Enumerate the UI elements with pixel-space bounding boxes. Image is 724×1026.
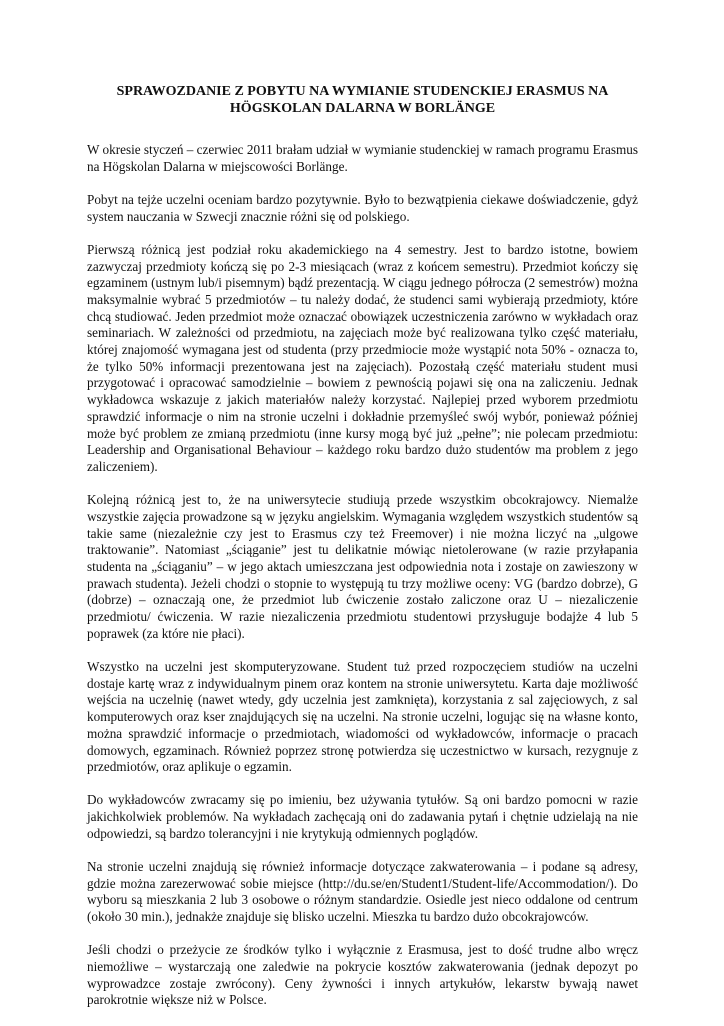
paragraph-foreign-students: Kolejną różnicą jest to, że na uniwersytecie studiują przede wszystkim obcokrajowcy. Niemalże wszystkie zajęcia prowadzone są w języku angielskim. Wymagania względem wszystkich studentów są takie same (niezależnie czy jest to Erasmus czy też Freemover) i nie można liczyć na „ulgowe traktowanie”. Natomiast „ściąganie” jest tu delikatnie mówiąc nietolerowane (w razie przyłapania studenta na „ściąganiu” – w jego aktach umieszczana jest odpowiednia nota i zostaje on zawieszony w prawach studenta). Jeżeli chodzi o stopnie to występują tu trzy możliwe oceny: VG (bardzo dobrze), G (dobrze) – oznaczają one, że przedmiot lub ćwiczenie zostało zaliczone oraz U – niezaliczenie przedmiotu/ ćwiczenia. W razie niezaliczenia przedmiotu studentowi przysługuje bodajże 4 lub 5 poprawek (za które nie płaci). (87, 492, 638, 641)
title-line-1: SPRAWOZDANIE Z POBYTU NA WYMIANIE STUDENCKIEJ ERASMUS NA (116, 84, 609, 99)
document-body (87, 84, 638, 1026)
paragraph-assessment: Pobyt na tejże uczelni oceniam bardzo pozytywnie. Było to bezwątpienia ciekawe doświadczenie, gdyż system nauczania w Szwecji znacznie różni się od polskiego. (87, 191, 638, 224)
paragraph-computerization: Wszystko na uczelni jest skomputeryzowane. Student tuż przed rozpoczęciem studiów na uczelni dostaje kartę wraz z indywidualnym pinem oraz kontem na stronie uniwersytetu. Karta daje możliwość wejścia na uczelnię (nawet wtedy, gdy uczelnia jest zamknięta), korzystania z sal zajęciowych, z sal komputerowych oraz kser znajdujących się na uczelni. Na stronie uczelni, logując się na własne konto, można sprawdzić informacje o przedmiotach, wiadomości od wykładowców, informacje o pracach domowych, egzaminach. Również poprzez stronę potwierdza się uczestnictwo w kursach, rezygnuje z przedmiotów, oraz aplikuje o egzamin. (87, 658, 638, 775)
paragraph-costs: Jeśli chodzi o przeżycie ze środków tylko i wyłącznie z Erasmusa, jest to dość trudne albo wręcz niemożliwe – wystarczają one zaledwie na pokrycie kosztów zakwaterowania (jednak depozyt po wyprowadzce zostaje zwrócony). Ceny żywności i innych artykułów, lekarstw bywają nawet parokrotnie większe niż w Polsce. (87, 942, 638, 1008)
title-line-2: HÖGSKOLAN DALARNA W BORLÄNGE (229, 100, 496, 116)
paragraph-intro: W okresie styczeń – czerwiec 2011 brałam udział w wymianie studenckiej w ramach programu Erasmus na Högskolan Dalarna w miejscowości Borlänge. (87, 142, 638, 174)
document-title (87, 84, 638, 117)
paragraph-semesters: Pierwszą różnicą jest podział roku akademickiego na 4 semestry. Jest to bardzo istotne, bowiem zazwyczaj przedmioty kończą się po 2-3 miesiącach (wraz z końcem semestru). Przedmiot kończy się egzaminem (ustnym lub/i pisemnym) bądź prezentacją. W ciągu jednego półrocza (2 semestrów) można maksymalnie wybrać 5 przedmiotów – tu należy dodać, że studenci sami wybierają przedmioty, które chcą studiować. Jeden przedmiot może oznaczać obowiązek uczestniczenia zarówno w wykładach oraz seminariach. W zależności od przedmiotu, na zajęciach może być realizowana tylko część materiału, której znajomość wymagana jest od studenta (przy przedmiocie może wystąpić nota 50% - oznacza to, że tylko 50% informacji prezentowana jest na zajęciach). Pozostałą część materiału student musi przygotować i opracować samodzielnie – bowiem z pewnością pojawi się ona na zaliczeniu. Jednak wykładowca wskazuje z jakich materiałów należy korzystać. Najlepiej przed wyborem przedmiotu sprawdzić informacje o nim na stronie uczelni i dokładnie przemyśleć swój wybór, ponieważ później może być problem ze zmianą przedmiotu (inne kursy mogą być już „pełne”; nie polecam przedmiotu: Leadership and Organisational Behaviour – każdego roku bardzo dużo studentów ma problem z jego zaliczeniem). (87, 241, 638, 474)
paragraph-accommodation: Na stronie uczelni znajdują się również informacje dotyczące zakwaterowania – i podane są adresy, gdzie można zarezerwować sobie miejsce (http://du.se/en/Student1/Student-life/Accommodation/). Do wyboru są mieszkania 2 lub 3 osobowe o różnym standardzie. Osiedle jest nieco oddalone od centrum (około 30 min.), jednakże znajduje się blisko uczelni. Mieszka tu bardzo dużo obcokrajowców. (87, 859, 638, 925)
paragraph-lecturers: Do wykładowców zwracamy się po imieniu, bez używania tytułów. Są oni bardzo pomocni w razie jakichkolwiek problemów. Na wykładach zachęcają oni do zadawania pytań i chętnie udzielają na nie odpowiedzi, są bardzo tolerancyjni i nie krytykują odmiennych poglądów. (87, 792, 638, 841)
